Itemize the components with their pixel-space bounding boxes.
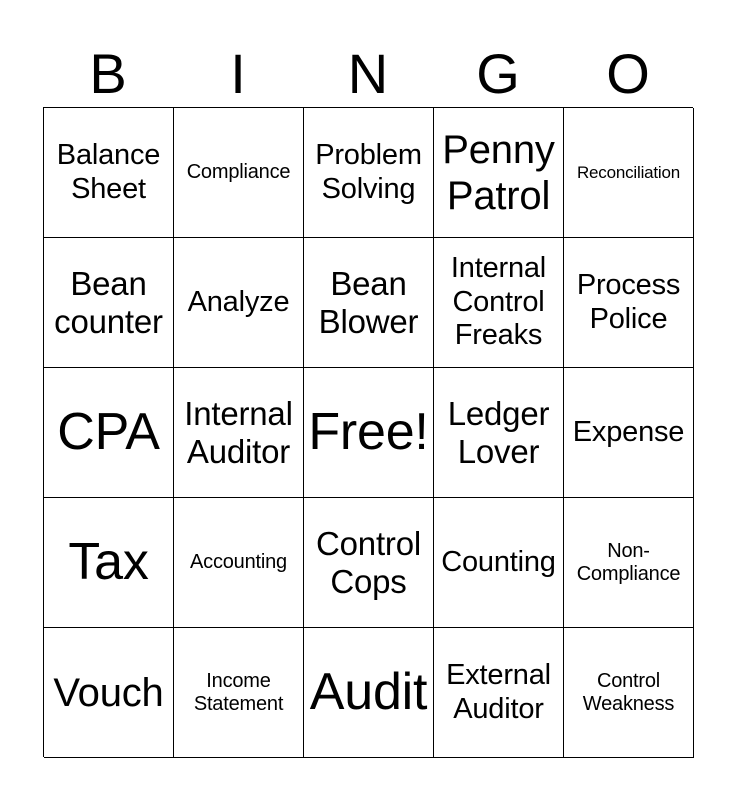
- bingo-cell-label: Process Police: [576, 269, 681, 335]
- bingo-cell-label: Counting: [441, 545, 556, 578]
- bingo-cell[interactable]: [304, 238, 434, 368]
- bingo-cell[interactable]: [304, 368, 434, 498]
- bingo-cell-label: External Auditor: [446, 659, 551, 725]
- bingo-cell[interactable]: [174, 498, 304, 628]
- bingo-cell[interactable]: [434, 108, 564, 238]
- bingo-cell[interactable]: [564, 628, 694, 758]
- bingo-cell[interactable]: [564, 368, 694, 498]
- bingo-cell-label: Internal Auditor: [184, 394, 293, 470]
- bingo-cell[interactable]: [174, 628, 304, 758]
- bingo-cell-label: Audit: [309, 662, 428, 721]
- bingo-cell[interactable]: [304, 628, 434, 758]
- bingo-cell[interactable]: [564, 238, 694, 368]
- bingo-cell-label: Problem Solving: [315, 139, 422, 205]
- bingo-cell-label: Internal Control Freaks: [450, 252, 547, 352]
- bingo-cell[interactable]: [304, 498, 434, 628]
- bingo-cell[interactable]: [44, 108, 174, 238]
- bingo-cell-label: Penny Patrol: [442, 127, 555, 218]
- bingo-cell-label: Control Weakness: [582, 669, 675, 715]
- bingo-cell[interactable]: [44, 238, 174, 368]
- header-letter-n: N: [347, 42, 389, 105]
- bingo-cell-label: Ledger Lover: [447, 394, 550, 470]
- bingo-cell-label: Control Cops: [316, 524, 421, 600]
- bingo-cell-label: Expense: [572, 415, 685, 448]
- bingo-cell-label: Tax: [68, 532, 149, 591]
- bingo-cell[interactable]: [564, 108, 694, 238]
- bingo-cell[interactable]: [174, 108, 304, 238]
- bingo-cell-label: Bean Blower: [318, 264, 419, 340]
- header-letter-i: I: [230, 42, 246, 105]
- bingo-board: [43, 107, 693, 757]
- bingo-header: [43, 40, 693, 108]
- bingo-cell-label: Balance Sheet: [56, 139, 161, 205]
- header-letter-b: B: [89, 42, 127, 105]
- bingo-cell[interactable]: [304, 108, 434, 238]
- bingo-cell[interactable]: [434, 238, 564, 368]
- bingo-cell-label: Bean counter: [54, 264, 163, 340]
- bingo-cell[interactable]: [44, 628, 174, 758]
- bingo-cell-label: Accounting: [190, 551, 287, 573]
- bingo-cell[interactable]: [434, 628, 564, 758]
- bingo-cell-label: Free!: [308, 402, 429, 461]
- bingo-cell[interactable]: [564, 498, 694, 628]
- header-letter-g: G: [476, 42, 520, 105]
- bingo-cell[interactable]: [434, 368, 564, 498]
- bingo-cell[interactable]: [44, 498, 174, 628]
- bingo-cell-label: Non- Compliance: [576, 539, 681, 585]
- bingo-cell-label: Analyze: [187, 285, 290, 318]
- header-letter-o: O: [606, 42, 650, 105]
- bingo-cell[interactable]: [44, 368, 174, 498]
- bingo-cell-label: Reconciliation: [576, 162, 681, 182]
- bingo-cell-label: Vouch: [53, 670, 164, 715]
- bingo-cell[interactable]: [434, 498, 564, 628]
- bingo-cell-label: Compliance: [186, 161, 291, 183]
- bingo-cell[interactable]: [174, 238, 304, 368]
- bingo-cell[interactable]: [174, 368, 304, 498]
- bingo-cell-label: CPA: [57, 402, 160, 461]
- bingo-cell-label: Income Statement: [193, 669, 284, 715]
